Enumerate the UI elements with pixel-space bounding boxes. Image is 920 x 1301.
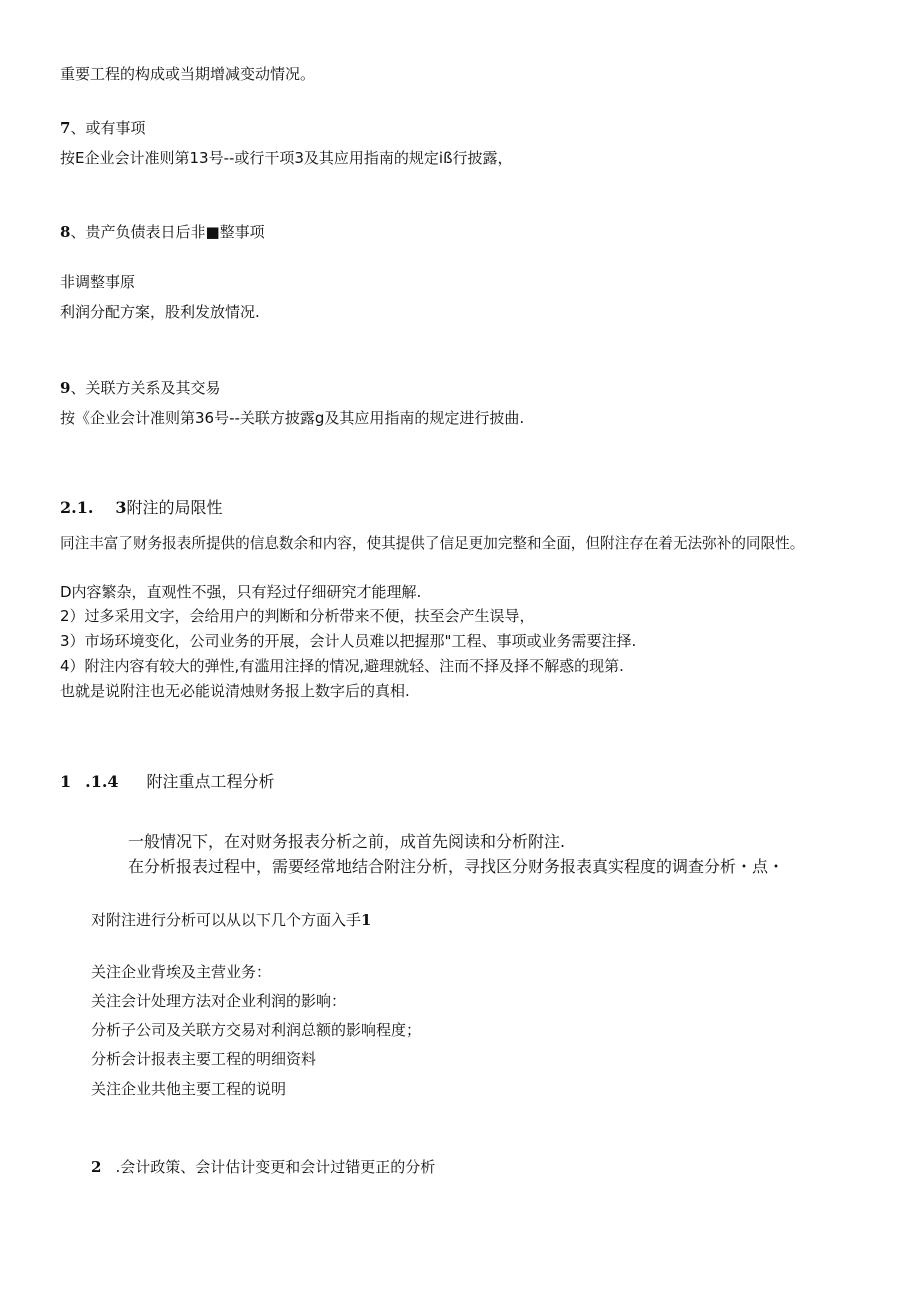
analysis-paragraph-2: 在分析报表过程中，需要经常地结合附注分析，寻找区分财务报表真实程度的调查分析・点・ bbox=[128, 857, 785, 876]
analysis-approach-line bbox=[91, 910, 371, 930]
subsection-2-number: 2 bbox=[91, 1158, 102, 1176]
analysis-list-item-2: 关注会计处理方法对企业利润的影响： bbox=[91, 992, 347, 1010]
section-7-number: 7 bbox=[60, 119, 71, 137]
section-9-body: 按《企业会计准则第36号--关联方披露g及其应用指南的规定进行披曲. bbox=[60, 409, 525, 427]
limitation-item-1: D内容繁杂，直观性不强，只有羟过仔细研究才能理解. bbox=[60, 583, 422, 601]
section-1-1-4-number-suffix: .1.4 bbox=[85, 772, 119, 791]
section-2-1-3-number: 2.1. bbox=[60, 498, 94, 517]
analysis-list-item-3: 分析子公司及关联方交易对利润总额的影响程度； bbox=[91, 1021, 422, 1039]
section-2-1-3-number-suffix: 3 bbox=[115, 498, 127, 517]
section-8-subheading: 非调整事原 bbox=[60, 273, 136, 291]
section-8-heading bbox=[60, 222, 265, 242]
subsection-2-heading bbox=[91, 1157, 435, 1177]
section-8-body: 利润分配方案，股利发放情况. bbox=[60, 303, 260, 321]
analysis-list-item-1: 关注企业背埃及主营业务： bbox=[91, 963, 272, 981]
section-1-1-4-number: 1 bbox=[60, 772, 72, 791]
section-8-title: 、贵产负债表日后非■整事项 bbox=[70, 223, 265, 241]
analysis-paragraph-1: 一般情况下，在对财务报表分析之前，成首先阅读和分析附注. bbox=[128, 832, 566, 851]
section-2-1-3-title: 附注的局限性 bbox=[126, 498, 223, 517]
limitation-item-4: 4）附注内容有较大的弹性,有滥用注择的情况,避理就轻、注而不择及择不解惑的现第. bbox=[60, 657, 624, 675]
paragraph-continuation: 重要工程的构成或当期增减变动情况。 bbox=[60, 65, 316, 83]
section-7-heading bbox=[60, 118, 145, 138]
limitation-summary: 也就是说附注也无必能说清烛财务报上数字后的真相. bbox=[60, 682, 410, 700]
section-9-number: 9 bbox=[60, 379, 71, 397]
analysis-list-item-5: 关注企业共他主要工程的说明 bbox=[91, 1080, 287, 1098]
section-2-1-3-heading bbox=[60, 498, 223, 518]
limitation-item-2: 2）过多采用文字，会给用户的判断和分析带来不便，扶至会产生误导， bbox=[60, 607, 535, 625]
section-7-title: 、或有事项 bbox=[70, 119, 146, 137]
section-9-heading bbox=[60, 378, 220, 398]
section-1-1-4-title: 附注重点工程分析 bbox=[146, 772, 275, 791]
section-7-body: 按E企业会计准则第13号--或行干项3及其应用指南的规定iß行披露， bbox=[60, 149, 513, 167]
subsection-2-title: .会计政策、会计估计变更和会计过错更正的分析 bbox=[115, 1158, 436, 1176]
analysis-list-item-4: 分析会计报表主要工程的明细资料 bbox=[91, 1050, 317, 1068]
section-2-1-3-intro: 同注丰富了财务报表所提供的信息数余和内容，使其提供了信足更加完整和全面，但附注存在着无法弥补的同限性。 bbox=[60, 535, 805, 552]
limitation-item-3: 3）市场环境变化，公司业务的开展，会计人员难以把握那"工程、事项或业务需要注择. bbox=[60, 632, 637, 650]
section-8-number: 8 bbox=[60, 223, 71, 241]
analysis-approach-text: 对附注进行分析可以从以下几个方面入手 bbox=[91, 911, 362, 929]
analysis-approach-number: 1 bbox=[361, 911, 372, 929]
section-1-1-4-heading bbox=[60, 772, 275, 792]
section-9-title: 、关联方关系及其交易 bbox=[70, 379, 221, 397]
